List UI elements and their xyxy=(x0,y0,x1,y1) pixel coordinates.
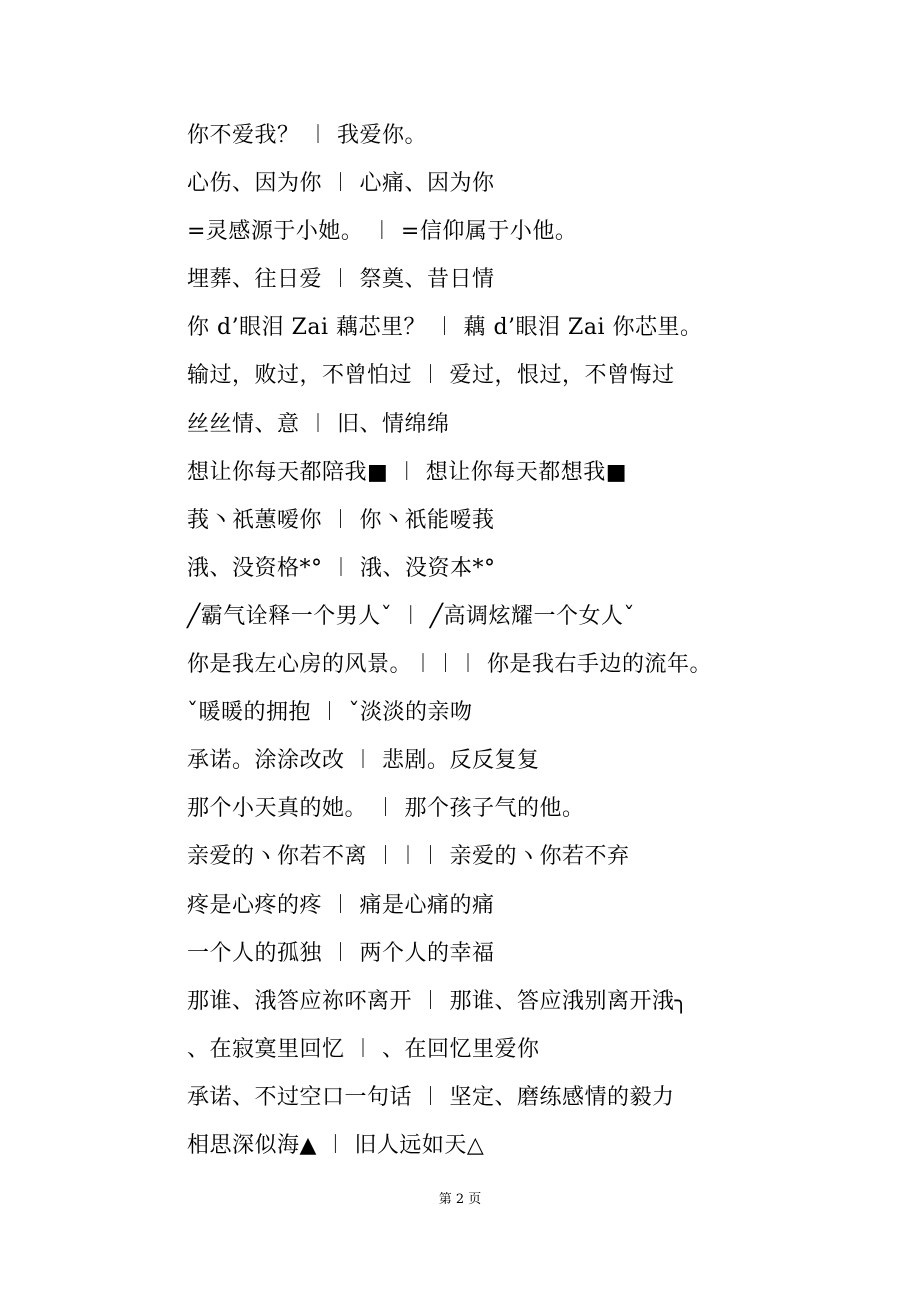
text-line: 承诺、不过空口一句话 ︱ 坚定、磨练感情的毅力 xyxy=(187,1084,675,1110)
text-line: 疼是心疼的疼 ︱ 痛是心痛的痛 xyxy=(187,892,495,918)
text-line: =灵感源于小她。 ︱ =信仰属于小他。 xyxy=(187,219,578,245)
text-line: 丝丝情、意 ︱ 旧、情绵绵 xyxy=(187,411,450,437)
page-number: 第 2 页 xyxy=(438,1192,482,1207)
text-line: 亲爱的ヽ你若不离 ︱︱︱ 亲爱的ヽ你若不弃 xyxy=(187,844,630,870)
text-line: 那个小天真的她。 ︱ 那个孩子气的他。 xyxy=(187,796,585,822)
text-line: ˇ暖暖的拥抱 ︱ ˇ淡淡的亲吻 xyxy=(187,700,473,726)
text-line: 想让你每天都陪我■ ︱ 想让你每天都想我■ xyxy=(187,459,628,485)
text-line: 输过，败过，不曾怕过 ︱ 爱过，恨过，不曾悔过 xyxy=(187,363,675,389)
text-line: 涐、没资格*° ︱ 涐、没资本*° xyxy=(187,555,496,581)
text-line: 、在寂寞里回忆 ︱ 、在回忆里爱你 xyxy=(187,1036,540,1062)
text-line: 相思深似海▲ ︱ 旧人远如天△ xyxy=(187,1132,485,1158)
text-line: 一个人的孤独 ︱ 两个人的幸福 xyxy=(187,940,495,966)
text-line: 你 d’眼泪 Zai 藕芯里？ ︱ 藕 d’眼泪 Zai 你芯里。 xyxy=(187,315,703,341)
text-line: 你是我左心房的风景。︱︱︱ 你是我右手边的流年。 xyxy=(187,652,712,678)
text-line: 那谁、涐答应祢吥离开 ︱ 那谁、答应涐别离开涐╮ xyxy=(187,988,689,1014)
text-line: 你不爱我？ ︱ 我爱你。 xyxy=(187,123,427,148)
text-line: 承诺。涂涂改改 ︱ 悲剧。反反复复 xyxy=(187,748,540,774)
text-line: 埋葬、往日爱 ︱ 祭奠、昔日情 xyxy=(187,267,495,293)
text-line: 心伤、因为你 ︱ 心痛、因为你 xyxy=(187,171,495,197)
text-lines xyxy=(187,112,887,1170)
text-line: 莪丶祇蕙嗳你 ︱ 你丶祇能嗳莪 xyxy=(187,507,495,533)
text-line: ╱霸气诠释一个男人ˇ ︱ ╱高调炫耀一个女人ˇ xyxy=(187,603,635,629)
